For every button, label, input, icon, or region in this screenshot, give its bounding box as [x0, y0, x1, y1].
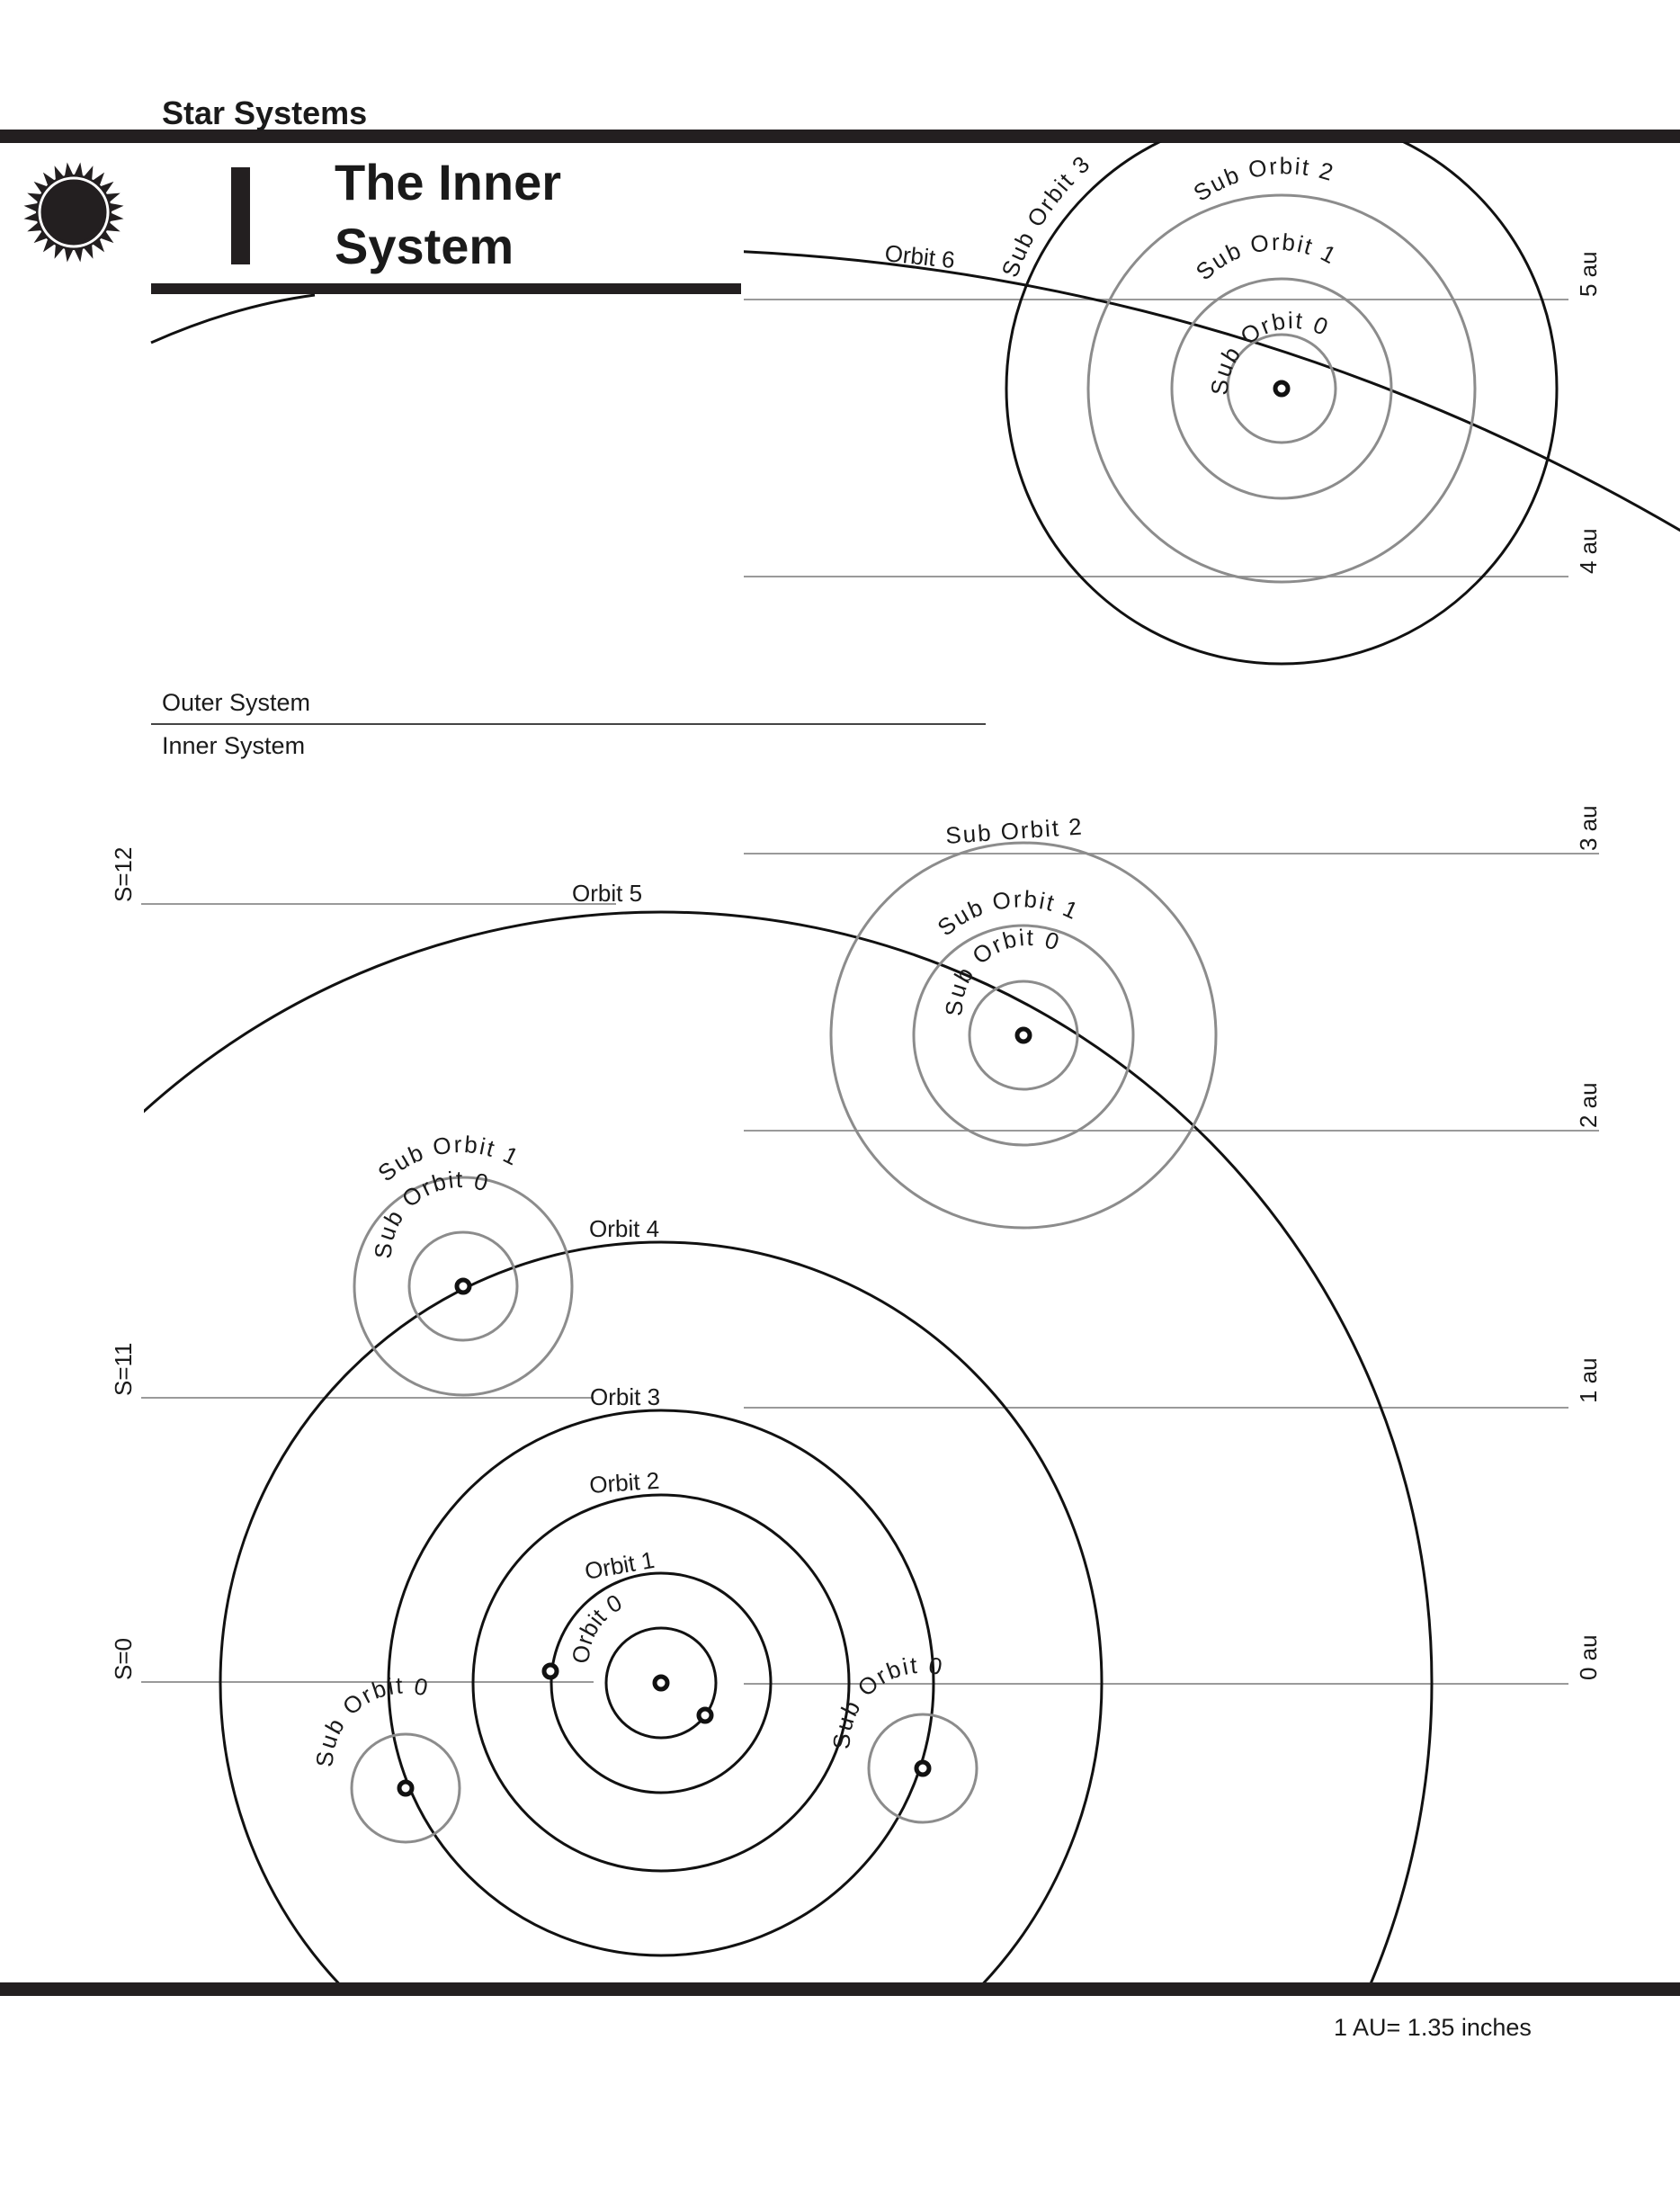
au-marker-2: 2 au — [1575, 1082, 1602, 1128]
sub-orbit-2-label: Sub Orbit 2 — [1188, 152, 1338, 207]
scale-note: 1 AU= 1.35 inches — [1334, 2014, 1532, 2041]
orbit-5-sub-orbit-1-label: Sub Orbit 1 — [932, 885, 1084, 942]
planet-orbit-3-right — [916, 1762, 929, 1775]
top-rule — [0, 130, 1680, 143]
sub-orbit-0-label: Sub Orbit 0 — [1205, 306, 1334, 397]
orbit-5-circle — [0, 912, 1432, 2210]
au-marker-5: 5 au — [1575, 251, 1602, 297]
orbit-3-left-sub-orbit-0-label: Sub Orbit 0 — [310, 1671, 433, 1768]
orbit-0-label: Orbit 0 — [567, 1588, 627, 1665]
page-title-line2: System — [335, 218, 514, 274]
orbit-1-label: Orbit 1 — [582, 1545, 657, 1585]
chapter-mark — [231, 167, 250, 264]
orbit-5-label: Orbit 5 — [572, 880, 643, 907]
orbit-4-sub-orbit-1-label: Sub Orbit 1 — [372, 1131, 524, 1187]
section-heading: Star Systems — [162, 94, 368, 131]
orbit-6-arc-left — [151, 295, 315, 343]
title-underline — [151, 283, 741, 294]
inner-system — [0, 805, 1602, 2210]
outer-system — [0, 113, 1680, 2210]
central-star — [655, 1677, 667, 1689]
planet-orbit-0 — [699, 1709, 711, 1722]
planet-orbit-5 — [1017, 1029, 1030, 1042]
sub-orbit-3-label: Sub Orbit 3 — [996, 149, 1096, 282]
orbit-3-right-sub-orbit-0-label: Sub Orbit 0 — [827, 1651, 946, 1750]
orbit-6-label: Orbit 6 — [883, 239, 957, 274]
outer-system-label: Outer System — [162, 689, 311, 716]
s-marker-0: S=0 — [110, 1638, 137, 1680]
sub-orbit-1-label: Sub Orbit 1 — [1190, 228, 1343, 286]
bottom-rule — [0, 1982, 1680, 1996]
s-marker-12: S=12 — [110, 846, 137, 902]
au-marker-4: 4 au — [1575, 528, 1602, 574]
orbit-5-sub-orbit-2-label: Sub Orbit 2 — [944, 812, 1085, 849]
sun-icon — [23, 162, 123, 262]
inner-system-label: Inner System — [162, 732, 306, 759]
planet-orbit-3-left — [399, 1782, 412, 1794]
au-marker-0: 0 au — [1575, 1634, 1602, 1680]
au-marker-1: 1 au — [1575, 1357, 1602, 1403]
orbit-6-arc — [0, 249, 1680, 2210]
orbit-3-label: Orbit 3 — [590, 1383, 661, 1410]
orbit-2-label: Orbit 2 — [588, 1466, 661, 1499]
au-marker-3: 3 au — [1575, 805, 1602, 851]
orbit-4-label: Orbit 4 — [589, 1215, 660, 1242]
s-marker-11: S=11 — [110, 1342, 137, 1396]
planet-orbit-1 — [544, 1665, 557, 1678]
planet-orbit-6 — [1275, 382, 1288, 395]
orbit-4-sub-orbit-0-label: Sub Orbit 0 — [369, 1165, 493, 1260]
page-title-line1: The Inner — [335, 154, 562, 210]
orbit-5-sub-orbit-0-label: Sub Orbit 0 — [940, 923, 1065, 1017]
planet-orbit-4 — [457, 1280, 469, 1293]
